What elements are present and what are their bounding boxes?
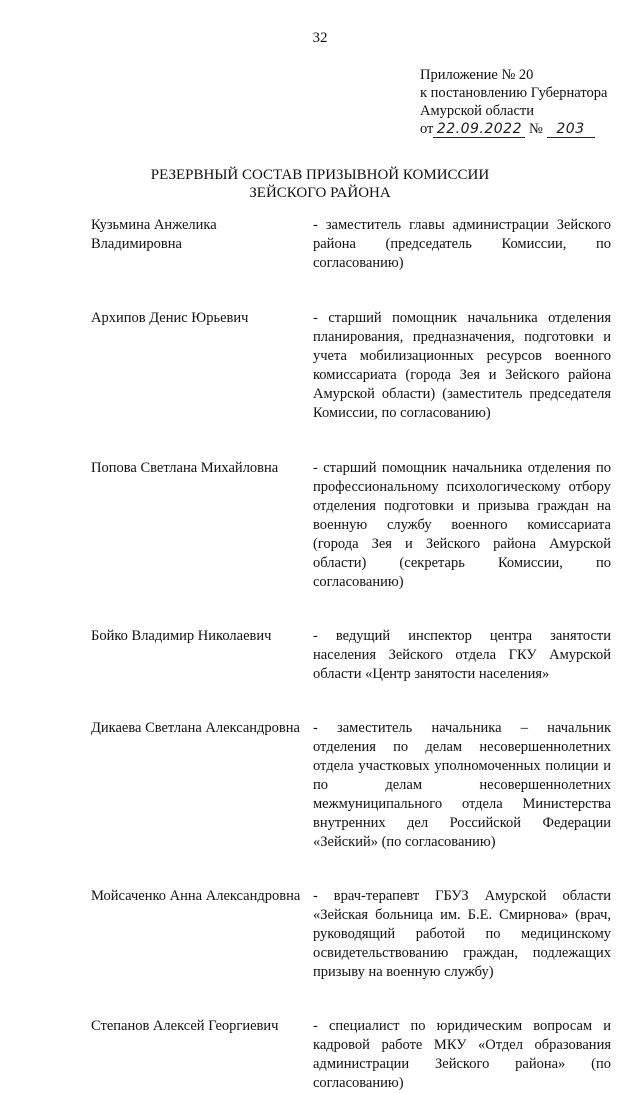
member-row bbox=[91, 887, 611, 982]
member-role: - заместитель главы администрации Зейского района (председатель Комиссии, по согласованию) bbox=[313, 217, 611, 271]
member-role: - ведущий инспектор центра занятости населения Зейского отдела ГКУ Амурской области «Центр занятости населения» bbox=[313, 628, 611, 682]
member-name: Мойсаченко Анна Александровна bbox=[91, 888, 301, 904]
member-row bbox=[91, 216, 611, 273]
member-role: - врач-терапевт ГБУЗ Амурской области «Зейская больница им. Б.Е. Смирнова» (врач, руководящий работой по медицинскому освидетельствованию граждан, подлежащих призыву на военную службу) bbox=[313, 888, 611, 980]
number-handwritten: 203 bbox=[547, 122, 595, 138]
date-prefix: от bbox=[420, 121, 434, 137]
number-prefix: № bbox=[529, 121, 543, 137]
member-name: Бойко Владимир Николаевич bbox=[91, 628, 272, 644]
appendix-line-1: Приложение № 20 bbox=[420, 67, 534, 83]
member-row bbox=[91, 1017, 611, 1093]
member-name: Степанов Алексей Георгиевич bbox=[91, 1018, 279, 1034]
document-title bbox=[0, 166, 640, 202]
appendix-block bbox=[420, 66, 630, 138]
member-row bbox=[91, 627, 611, 684]
member-role: - старший помощник начальника отделения планирования, предназначения, подготовки и учета мобилизационных ресурсов военного комиссариата (города Зея и Зейского района Амурской области) (заместитель председателя Комиссии, по согласованию) bbox=[313, 310, 611, 421]
title-line-2: ЗЕЙСКОГО РАЙОНА bbox=[249, 185, 391, 201]
member-name: Кузьмина Анжелика Владимировна bbox=[91, 217, 217, 252]
member-row bbox=[91, 459, 611, 592]
member-name: Архипов Денис Юрьевич bbox=[91, 310, 249, 326]
member-row bbox=[91, 719, 611, 852]
member-role: - старший помощник начальника отделения по профессиональному психологическому отбору отделения подготовки и призыва граждан на военную службу военного комиссариата (города Зея и Зейского района Амурской области) (секретарь Комиссии, по согласованию) bbox=[313, 460, 611, 590]
appendix-line-2: к постановлению Губернатора bbox=[420, 85, 608, 101]
members-list bbox=[91, 216, 611, 1093]
member-name: Дикаева Светлана Александровна bbox=[91, 720, 300, 736]
appendix-date-line bbox=[420, 120, 630, 138]
member-role: - специалист по юридическим вопросам и кадровой работе МКУ «Отдел образования администрации Зейского района» (по согласованию) bbox=[313, 1018, 611, 1091]
page-number: 32 bbox=[312, 30, 328, 46]
title-line-1: РЕЗЕРВНЫЙ СОСТАВ ПРИЗЫВНОЙ КОМИССИИ bbox=[150, 167, 490, 183]
member-name: Попова Светлана Михайловна bbox=[91, 460, 279, 476]
member-role: - заместитель начальника – начальник отделения по делам несовершеннолетних отдела участковых уполномоченных полиции и по делам несовершеннолетних межмуниципального отдела Министерства внутренних дел Российской Федерации «Зейский» (по согласованию) bbox=[313, 720, 611, 850]
member-row bbox=[91, 309, 611, 423]
date-handwritten: 22.09.2022 bbox=[433, 122, 525, 138]
appendix-line-3: Амурской области bbox=[420, 103, 534, 119]
